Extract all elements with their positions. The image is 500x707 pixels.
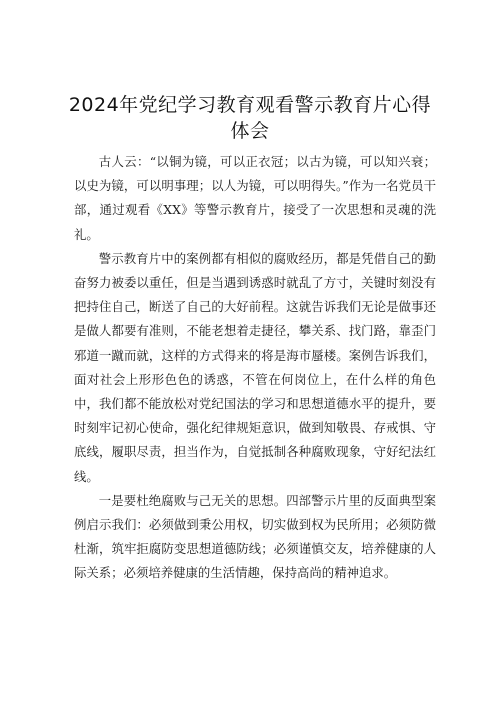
title-line-2: 体会 — [230, 120, 270, 142]
paragraph-warning-cases: 警示教育片中的案例都有相似的腐败经历，都是凭借自己的勤奋努力被委以重任，但是当遇到诱惑时就乱了方寸，关键时刻没有把持住自己，断送了自己的大好前程。这就告诉我们无论是做事还是做人都要有准则，不能老想着走捷径，攀关系、找门路，靠歪门邪道一蹴而就，这样的方式得来的将是海市蜃楼。案例告诉我们，面对社会上形形色色的诱惑，不管在何岗位上，在什么样的角色中，我们都不能放松对党纪国法的学习和思想道德水平的提升，要时刻牢记初心使命，强化纪律规矩意识，做到知敬畏、存戒惧、守底线，履职尽责，担当作为，自觉抵制各种腐败现象，守好纪法红线。 — [74, 250, 436, 484]
document-body — [74, 150, 436, 586]
document-title — [40, 92, 460, 144]
title-line-1: 2024年党纪学习教育观看警示教育片心得 — [68, 94, 432, 116]
paragraph-point-one: 一是要杜绝腐败与己无关的思想。四部警示片里的反面典型案例启示我们：必须做到秉公用权，切实做到权为民所用；必须防微杜渐，筑牢拒腐防变思想道德防线；必须谨慎交友，培养健康的人际关系；必须培养健康的生活情趣，保持高尚的精神追求。 — [74, 492, 436, 581]
paragraph-intro: 古人云：“以铜为镜，可以正衣冠；以古为镜，可以知兴衰；以史为镜，可以明事理；以人为镜，可以明得失。”作为一名党员干部，通过观看《XX》等警示教育片，接受了一次思想和灵魂的洗礼。 — [74, 154, 436, 242]
